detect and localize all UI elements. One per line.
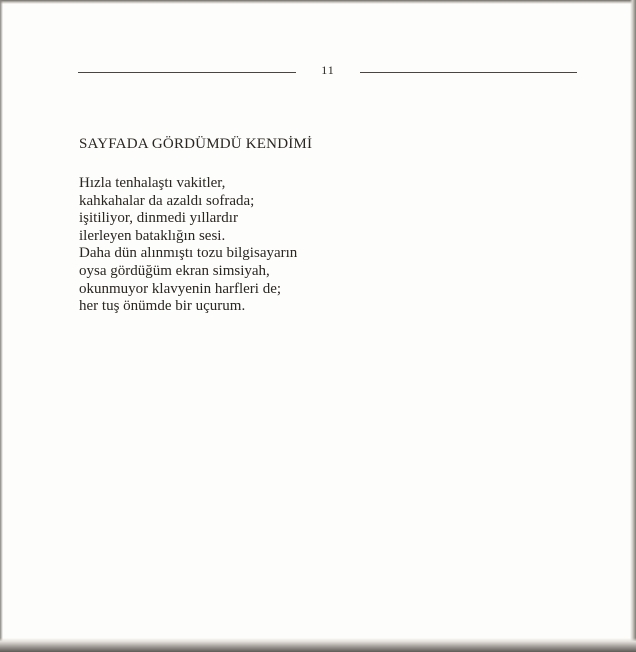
page-number: 11 xyxy=(321,63,335,77)
poem-line: her tuş önümde bir uçurum. xyxy=(79,298,246,315)
poem-body xyxy=(79,175,297,316)
scan-edge-right xyxy=(630,0,636,652)
scan-edge-bottom xyxy=(0,638,636,652)
poem-line: okunmuyor klavyenin harfleri de; xyxy=(79,280,282,297)
poem-line: Hızla tenhalaştı vakitler, xyxy=(79,175,226,191)
poem-title: SAYFADA GÖRDÜMDÜ KENDİMİ xyxy=(79,136,313,152)
scan-edge-left xyxy=(0,0,3,652)
poem-line: oysa gördüğüm ekran simsiyah, xyxy=(79,262,270,279)
scan-edge-top xyxy=(0,0,636,4)
poem-line: işitiliyor, dinmedi yıllardır xyxy=(79,210,238,227)
poem-line: Daha dün alınmıştı tozu bilgisayarın xyxy=(79,245,298,262)
poem-line: ilerleyen bataklığın sesi. xyxy=(79,227,226,244)
header-rule-right xyxy=(360,72,577,73)
header-rule-left xyxy=(78,72,296,73)
poem-line: kahkahalar da azaldı sofrada; xyxy=(79,192,255,209)
